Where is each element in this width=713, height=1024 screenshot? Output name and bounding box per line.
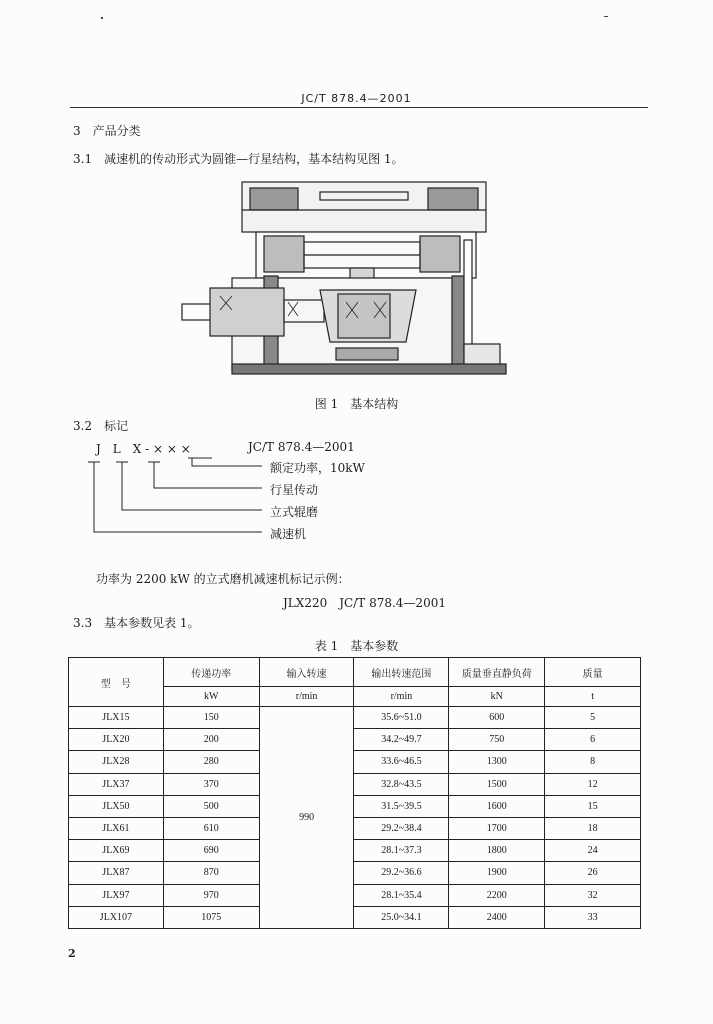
cell-static-load: 1300 bbox=[449, 751, 545, 773]
example-intro: 功率为 2200 kW 的立式磨机减速机标记示例： bbox=[96, 572, 350, 586]
unit-output-speed: r/min bbox=[354, 687, 449, 707]
cell-output-speed: 34.2~49.7 bbox=[354, 729, 449, 751]
cell-static-load: 1900 bbox=[449, 862, 545, 884]
table-row bbox=[69, 751, 641, 773]
header-mass: 质量 bbox=[545, 658, 641, 687]
marking-code: J L X - × × × bbox=[96, 442, 191, 456]
cell-output-speed: 28.1~35.4 bbox=[354, 884, 449, 906]
cell-power: 970 bbox=[163, 884, 259, 906]
basic-parameters-table bbox=[68, 657, 641, 929]
scan-speck bbox=[101, 17, 103, 19]
cell-mass: 32 bbox=[545, 884, 641, 906]
cell-model: JLX69 bbox=[69, 840, 164, 862]
unit-mass: t bbox=[545, 687, 641, 707]
cell-static-load: 600 bbox=[449, 707, 545, 729]
header-rule bbox=[70, 107, 648, 108]
marking-label-vertical-mill: 立式辊磨 bbox=[270, 505, 319, 519]
cell-mass: 8 bbox=[545, 751, 641, 773]
cell-mass: 5 bbox=[545, 707, 641, 729]
cell-model: JLX107 bbox=[69, 906, 164, 928]
cell-static-load: 1500 bbox=[449, 773, 545, 795]
marking-label-power: 额定功率，10kW bbox=[270, 461, 365, 475]
cell-static-load: 750 bbox=[449, 729, 545, 751]
cell-static-load: 1800 bbox=[449, 840, 545, 862]
cell-power: 150 bbox=[163, 707, 259, 729]
cell-static-load: 1600 bbox=[449, 795, 545, 817]
table-row bbox=[69, 906, 641, 928]
cell-mass: 6 bbox=[545, 729, 641, 751]
cell-power: 200 bbox=[163, 729, 259, 751]
table-row bbox=[69, 773, 641, 795]
cell-model: JLX28 bbox=[69, 751, 164, 773]
table-row bbox=[69, 862, 641, 884]
table-row bbox=[69, 729, 641, 751]
cell-output-speed: 31.5~39.5 bbox=[354, 795, 449, 817]
cell-power: 610 bbox=[163, 817, 259, 839]
header-model: 型 号 bbox=[69, 658, 164, 707]
cell-output-speed: 33.6~46.5 bbox=[354, 751, 449, 773]
unit-power: kW bbox=[163, 687, 259, 707]
header-static-load: 质量垂直静负荷 bbox=[449, 658, 545, 687]
cell-mass: 26 bbox=[545, 862, 641, 884]
cell-output-speed: 28.1~37.3 bbox=[354, 840, 449, 862]
marking-label-reducer: 减速机 bbox=[270, 527, 307, 541]
cell-output-speed: 29.2~36.6 bbox=[354, 862, 449, 884]
cell-power: 370 bbox=[163, 773, 259, 795]
header-output-speed: 输出转速范围 bbox=[354, 658, 449, 687]
table-row bbox=[69, 884, 641, 906]
paragraph-3-1: 3.1 减速机的传动形式为圆锥—行星结构，基本结构见图 1。 bbox=[73, 152, 404, 166]
cell-model: JLX97 bbox=[69, 884, 164, 906]
cell-model: JLX61 bbox=[69, 817, 164, 839]
table-row bbox=[69, 840, 641, 862]
cell-static-load: 2200 bbox=[449, 884, 545, 906]
cell-mass: 33 bbox=[545, 906, 641, 928]
unit-static-load: kN bbox=[449, 687, 545, 707]
section-3-heading: 3 产品分类 bbox=[73, 124, 141, 138]
structure-drawing bbox=[180, 178, 520, 378]
cell-power: 870 bbox=[163, 862, 259, 884]
marking-leader-lines bbox=[86, 452, 276, 536]
cell-static-load: 1700 bbox=[449, 817, 545, 839]
cell-input-speed: 990 bbox=[259, 707, 354, 929]
header-input-speed: 输入转速 bbox=[259, 658, 354, 687]
cell-static-load: 2400 bbox=[449, 906, 545, 928]
marking-label-planetary: 行星传动 bbox=[270, 483, 319, 497]
figure-caption: 图 1 基本结构 bbox=[314, 397, 399, 411]
cell-model: JLX15 bbox=[69, 707, 164, 729]
unit-input-speed: r/min bbox=[259, 687, 354, 707]
cell-power: 690 bbox=[163, 840, 259, 862]
cell-output-speed: 29.2~38.4 bbox=[354, 817, 449, 839]
table-header-row bbox=[69, 658, 641, 687]
cell-mass: 24 bbox=[545, 840, 641, 862]
cell-model: JLX37 bbox=[69, 773, 164, 795]
example-marking: JLX220 JC/T 878.4—2001 bbox=[283, 596, 446, 610]
cell-model: JLX87 bbox=[69, 862, 164, 884]
table-row bbox=[69, 817, 641, 839]
section-3-2-heading: 3.2 标记 bbox=[73, 419, 129, 433]
header-power: 传递功率 bbox=[163, 658, 259, 687]
table-body bbox=[69, 707, 641, 929]
page-header: JC/T 878.4—2001 bbox=[301, 92, 412, 105]
marking-standard: JC/T 878.4—2001 bbox=[248, 440, 355, 454]
table-row bbox=[69, 795, 641, 817]
cell-mass: 18 bbox=[545, 817, 641, 839]
cell-output-speed: 25.0~34.1 bbox=[354, 906, 449, 928]
cell-model: JLX20 bbox=[69, 729, 164, 751]
page-number: 2 bbox=[68, 947, 76, 960]
cell-mass: 15 bbox=[545, 795, 641, 817]
cell-power: 1075 bbox=[163, 906, 259, 928]
scan-speck bbox=[604, 16, 608, 17]
cell-output-speed: 35.6~51.0 bbox=[354, 707, 449, 729]
cell-power: 280 bbox=[163, 751, 259, 773]
cell-model: JLX50 bbox=[69, 795, 164, 817]
table-row bbox=[69, 707, 641, 729]
section-3-3-heading: 3.3 基本参数见表 1。 bbox=[73, 616, 200, 630]
table-caption: 表 1 基本参数 bbox=[314, 639, 399, 653]
cell-mass: 12 bbox=[545, 773, 641, 795]
cell-output-speed: 32.8~43.5 bbox=[354, 773, 449, 795]
cell-power: 500 bbox=[163, 795, 259, 817]
